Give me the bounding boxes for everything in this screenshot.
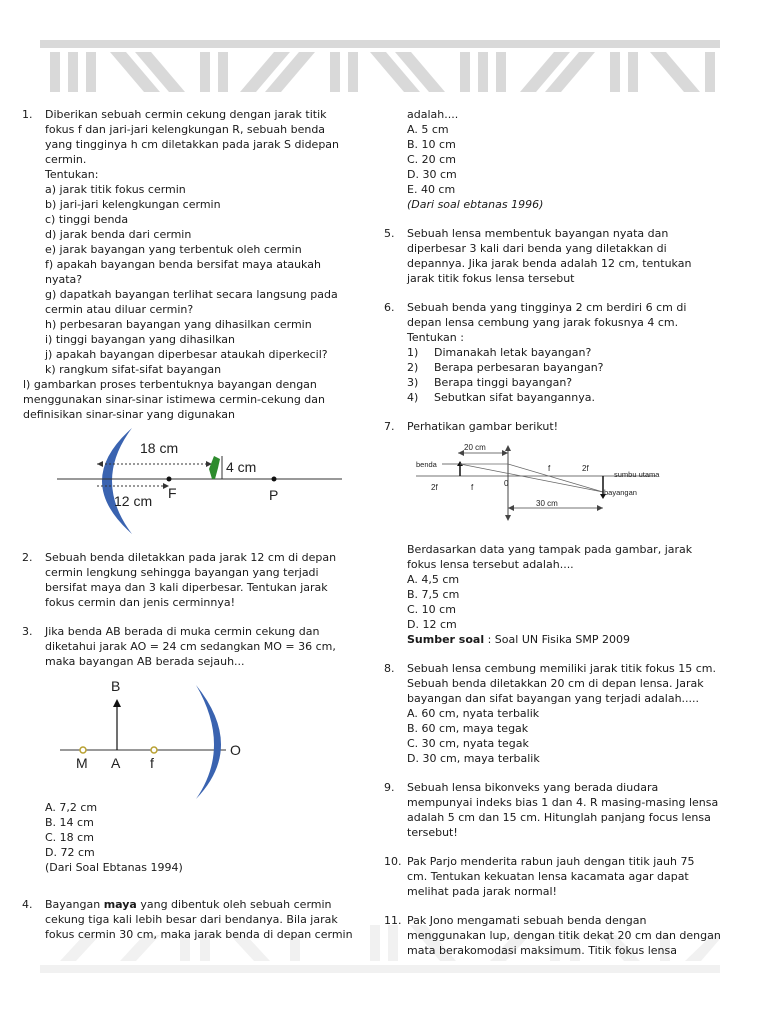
label-30cm: 30 cm xyxy=(536,499,558,508)
list-item xyxy=(407,360,730,375)
label-o: O xyxy=(230,742,241,758)
source-note: (Dari Soal Ebtanas 1994) xyxy=(45,861,183,874)
text-line: c) tinggi benda xyxy=(45,213,129,226)
label-o: 0 xyxy=(504,479,509,488)
list-item xyxy=(407,375,730,390)
text-line: cm. Tentukan kekuatan lensa kacamata agar dapat xyxy=(407,870,689,883)
text-line: cermin. xyxy=(45,153,87,166)
text-line: cekung tiga kali lebih besar dari bendanya. Bila jarak xyxy=(45,913,338,926)
left-column xyxy=(22,107,362,942)
text-line: cermin lengkung sehingga bayangan yang terjadi xyxy=(45,566,319,579)
question-number: 3. xyxy=(22,625,33,638)
text-line: adalah.... xyxy=(407,108,459,121)
label-b: B xyxy=(111,678,121,694)
text-line: definisikan sinar-sinar yang digunakan xyxy=(23,408,235,421)
option: C. 30 cm, nyata tegak xyxy=(407,737,529,750)
concave-mirror xyxy=(196,685,221,799)
label-f-left: f xyxy=(471,483,474,492)
option: B. 60 cm, maya tegak xyxy=(407,722,529,735)
source-note xyxy=(407,632,730,647)
text-line: Pak Jono mengamati sebuah benda dengan xyxy=(407,914,647,927)
option: C. 20 cm xyxy=(407,153,456,166)
option: C. 18 cm xyxy=(45,831,94,844)
text-line: Sebuah lensa cembung memiliki jarak titik fokus 15 cm. xyxy=(407,662,717,675)
text-line: g) dapatkah bayangan terlihat secara langsung pada xyxy=(45,288,338,301)
label-sumbu-utama: sumbu utama xyxy=(614,470,660,479)
option: D. 30 cm xyxy=(407,168,457,181)
label-f-right: f xyxy=(548,464,551,473)
text-line: tersebut! xyxy=(407,826,458,839)
concave-mirror xyxy=(102,428,132,534)
point-f xyxy=(151,747,157,753)
text-line: diperbesar 3 kali dari benda yang diletakkan di xyxy=(407,242,667,255)
label-a: A xyxy=(111,755,121,771)
text-line: depan lensa cembung yang jarak fokusnya 4 cm. xyxy=(407,316,679,329)
text-line: fokus cermin dan jenis cerminnya! xyxy=(45,596,236,609)
question-number: 2. xyxy=(22,551,33,564)
question-7-body xyxy=(384,542,730,647)
list-text: Berapa tinggi bayangan? xyxy=(434,376,573,389)
question-number: 11. xyxy=(384,914,402,927)
source-note: (Dari soal ebtanas 1996) xyxy=(407,198,544,211)
question-9 xyxy=(384,780,730,840)
label-2f-left: 2f xyxy=(431,483,438,492)
text-line: h) perbesaran bayangan yang dihasilkan cermin xyxy=(45,318,312,331)
text-line: maka bayangan AB berada sejauh... xyxy=(45,655,245,668)
question-7 xyxy=(384,419,730,434)
question-3-options xyxy=(22,800,362,875)
label-f: f xyxy=(150,755,154,771)
question-10 xyxy=(384,854,730,899)
option: A. 5 cm xyxy=(407,123,449,136)
text-line: fokus lensa tersebut adalah.... xyxy=(407,558,574,571)
question-number: 1. xyxy=(22,108,33,121)
question-number: 4. xyxy=(22,898,33,911)
label-20cm: 20 cm xyxy=(464,443,486,452)
list-item xyxy=(407,390,730,405)
text-line: yang tingginya h cm diletakkan pada jarak S didepan xyxy=(45,138,340,151)
question-8 xyxy=(384,661,730,766)
text-line: menggunakan lup, dengan titik dekat 20 cm dan dengan xyxy=(407,929,721,942)
point-m xyxy=(80,747,86,753)
label-12cm: 12 cm xyxy=(114,493,153,509)
text-line: nyata? xyxy=(45,273,83,286)
text-line: fokus cermin 30 cm, maka jarak benda di depan cermin xyxy=(45,928,353,941)
bold-word: maya xyxy=(103,898,137,911)
text-line: cermin atau diluar cermin? xyxy=(45,303,194,316)
text-line: f) apakah bayangan benda bersifat maya ataukah xyxy=(45,258,321,271)
question-number: 8. xyxy=(384,662,395,675)
text-line: mata berakomodasi maksimum. Titik fokus lensa xyxy=(407,944,677,957)
text-line: jarak titik fokus lensa tersebut xyxy=(407,272,575,285)
text-line: bersifat maya dan 3 kali diperbesar. Tentukan jarak xyxy=(45,581,328,594)
text-line: Diberikan sebuah cermin cekung dengan jarak titik xyxy=(45,108,327,121)
question-number: 9. xyxy=(384,781,395,794)
text-line: Pak Parjo menderita rabun jauh dengan titik jauh 75 xyxy=(407,855,695,868)
header-pattern xyxy=(40,40,720,92)
label-18cm: 18 cm xyxy=(140,440,179,456)
text-fragment: Bayangan xyxy=(45,898,104,911)
question-6 xyxy=(384,300,730,405)
option: D. 12 cm xyxy=(407,618,457,631)
text-line: Sebuah lensa bikonveks yang berada diudara xyxy=(407,781,659,794)
question-2 xyxy=(22,550,362,610)
center-point xyxy=(272,477,277,482)
list-text: Sebutkan sifat bayangannya. xyxy=(434,391,595,404)
source-label: Sumber soal xyxy=(407,633,485,646)
list-number: 1) xyxy=(407,346,419,359)
label-benda: benda xyxy=(416,460,437,469)
option: B. 14 cm xyxy=(45,816,94,829)
text-line: Tentukan: xyxy=(45,168,99,181)
option: B. 10 cm xyxy=(407,138,456,151)
text-line: a) jarak titik fokus cermin xyxy=(45,183,186,196)
text-line: diketahui jarak AO = 24 cm sedangkan MO = 36 cm, xyxy=(45,640,336,653)
label-4cm: 4 cm xyxy=(226,459,257,475)
source-text: : Soal UN Fisika SMP 2009 xyxy=(484,633,630,646)
focus-point xyxy=(167,477,172,482)
text-line: d) jarak benda dari cermin xyxy=(45,228,192,241)
label-bayangan: bayangan xyxy=(604,488,637,497)
text-line: melihat pada jarak normal! xyxy=(407,885,557,898)
text-line xyxy=(45,897,362,912)
question-3 xyxy=(22,624,362,669)
option: A. 4,5 cm xyxy=(407,573,460,586)
text-line: l) gambarkan proses terbentuknya bayangan dengan xyxy=(23,378,317,391)
text-line: Sebuah benda yang tingginya 2 cm berdiri 6 cm di xyxy=(407,301,687,314)
question-5 xyxy=(384,226,730,286)
text-line: Perhatikan gambar berikut! xyxy=(407,420,559,433)
list-item xyxy=(407,345,730,360)
text-line: mempunyai indeks bias 1 dan 4. R masing-masing lensa xyxy=(407,796,719,809)
option: E. 40 cm xyxy=(407,183,456,196)
label-m: M xyxy=(76,755,88,771)
question-number: 5. xyxy=(384,227,395,240)
list-number: 2) xyxy=(407,361,419,374)
text-line: menggunakan sinar-sinar istimewa cermin-cekung dan xyxy=(23,393,325,406)
question-11 xyxy=(384,913,730,958)
option: A. 7,2 cm xyxy=(45,801,98,814)
lens-diagram xyxy=(416,440,716,538)
question-number: 10. xyxy=(384,855,402,868)
text-line: fokus f dan jari-jari kelengkungan R, sebuah benda xyxy=(45,123,326,136)
text-line: Berdasarkan data yang tampak pada gambar, jarak xyxy=(407,543,693,556)
text-line: Sebuah lensa membentuk bayangan nyata dan xyxy=(407,227,669,240)
text-line: k) rangkum sifat-sifat bayangan xyxy=(45,363,222,376)
text-line: b) jari-jari kelengkungan cermin xyxy=(45,198,221,211)
text-line: Sebuah benda diletakkan pada jarak 12 cm di depan xyxy=(45,551,337,564)
concave-mirror-diagram-1 xyxy=(52,426,352,536)
question-4 xyxy=(22,897,362,942)
text-line: Tentukan : xyxy=(407,331,464,344)
label-f: F xyxy=(168,485,177,501)
text-fragment: yang dibentuk oleh sebuah cermin xyxy=(136,898,332,911)
option: C. 10 cm xyxy=(407,603,456,616)
question-1-tail xyxy=(23,377,362,422)
question-1 xyxy=(22,107,362,377)
text-line: adalah 5 cm dan 15 cm. Hitunglah panjang focus lensa xyxy=(407,811,711,824)
label-2f-right: 2f xyxy=(582,464,589,473)
option: D. 30 cm, maya terbalik xyxy=(407,752,540,765)
label-p: P xyxy=(269,487,279,503)
question-number: 6. xyxy=(384,301,395,314)
option: A. 60 cm, nyata terbalik xyxy=(407,707,540,720)
question-number: 7. xyxy=(384,420,395,433)
list-text: Dimanakah letak bayangan? xyxy=(434,346,592,359)
text-line: i) tinggi bayangan yang dihasilkan xyxy=(45,333,236,346)
text-line: depannya. Jika jarak benda adalah 12 cm, tentukan xyxy=(407,257,692,270)
list-number: 4) xyxy=(407,391,419,404)
right-column xyxy=(384,107,730,958)
concave-mirror-diagram-2 xyxy=(46,675,266,800)
text-line: e) jarak bayangan yang terbentuk oleh cermin xyxy=(45,243,302,256)
list-text: Berapa perbesaran bayangan? xyxy=(434,361,604,374)
text-line: Jika benda AB berada di muka cermin cekung dan xyxy=(45,625,320,638)
option: D. 72 cm xyxy=(45,846,95,859)
list-number: 3) xyxy=(407,376,419,389)
text-line: bayangan dan sifat bayangan yang terjadi adalah..... xyxy=(407,692,700,705)
question-4-continued xyxy=(384,107,730,212)
text-line: Sebuah benda diletakkan 20 cm di depan lensa. Jarak xyxy=(407,677,704,690)
option: B. 7,5 cm xyxy=(407,588,460,601)
text-line: j) apakah bayangan diperbesar ataukah diperkecil? xyxy=(45,348,328,361)
tree-object-icon xyxy=(209,456,220,479)
